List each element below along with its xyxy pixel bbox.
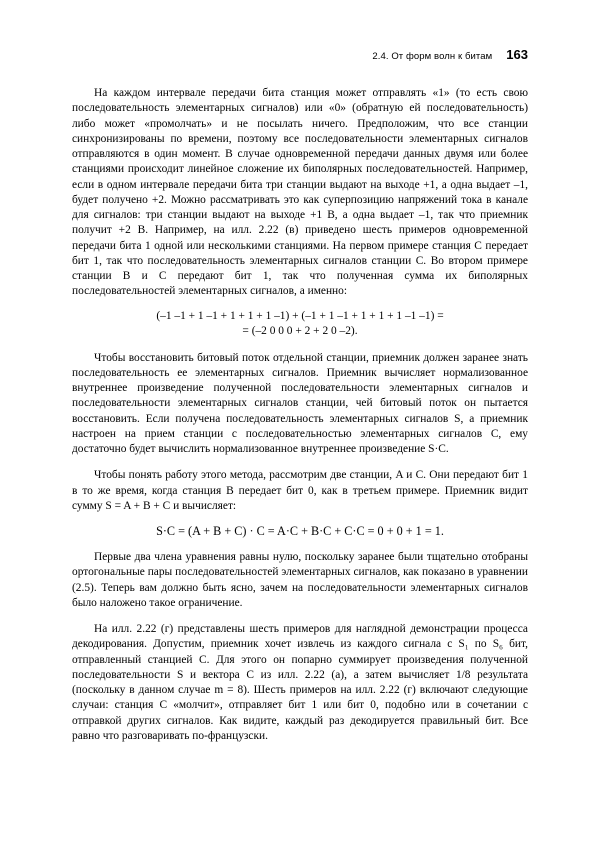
header-section-title: 2.4. От форм волн к битам [372,51,493,62]
page-body [72,86,528,744]
paragraph-2: Чтобы восстановить битовый поток отдельной станции, приемник должен заранее знать последовательность ее элементарных сигналов. Приемник вычисляет нормализованное внутреннее произведение полученной последовательности элементарных сигналов и последовательности элементарных сигналов станции, чей битовый поток он пытается восстановить. Если получена последовательность элементарных сигналов S, а приемник настроен на прием станции с последовательностью элементарных сигналов C, ему достаточно будет вычислить нормализованное внутреннее произведение S·C. [72,351,528,455]
paragraph-4: Первые два члена уравнения равны нулю, поскольку заранее были тщательно отобраны ортогональные пары последовательностей элементарных сигналов, как показано в уравнении (2.5). Теперь вам должно быть ясно, зачем на последовательности элементарных сигналов было наложено такое ограничение. [72,551,528,609]
header-page-number: 163 [506,47,528,62]
paragraph-5: На илл. 2.22 (г) представлены шесть примеров для наглядной демонстрации процесса декодирования. Допустим, приемник хочет извлечь из каждого сигнала с S₁ по S₆ бит, отправленный станцией C. Для этого он попарно суммирует произведения полученной последовательности S и вектора C из илл. 2.22 (а), а затем вычисляет 1/8 результата (поскольку в данном случае m = 8). Шесть примеров на илл. 2.22 (г) включают следующие случаи: станция C «молчит», отправляет бит 1 или бит 0, подобно или в сочетании с отправкой других сигналов. Как видите, каждый раз декодируется правильный бит. Все равно что разговаривать по-французски. [72,623,528,742]
paragraph-3: Чтобы понять работу этого метода, рассмотрим две станции, A и C. Они передают бит 1 в то же время, когда станция B передает бит 0, как в третьем примере. Приемник видит сумму S = A + B + C и вычисляет: [72,469,528,512]
equation-block-1 [72,309,528,340]
equation-2: S·C = (A + B + C) · C = A·C + B·C + C·C = 0 + 0 + 1 = 1. [156,524,444,538]
paragraph-1: На каждом интервале передачи бита станция может отправлять «1» (то есть свою последовательность элементарных сигналов) или «0» (обратную ей последовательность) либо может «промолчать» и не посылать ничего. Предположим, что все станции синхронизированы по времени, поэтому все последовательности элементарных сигналов отправляются в один момент. В случае одновременной передачи данных двумя или более станциями происходит линейное сложение их биполярных последовательностей. Например, если в одном интервале передачи бита три станции выдают на выходе +1, а одна выдает –1, будет получено +2. Можно рассматривать это как суперпозицию напряжений тока в канале для сигналов: три станции выдают на выходе +1 В, а одна выдает –1, так что приемник получит +2 В. Например, на илл. 2.22 (в) приведено шесть примеров одновременной передачи бита 1 одной или несколькими станциями. На первом примере станция C передает бит 1, так что последовательность элементарных сигналов станции C. Во втором примере станции B и C передают бит 1, так что полученная сумма их биполярных последовательностей элементарных сигналов, а именно: [72,87,528,298]
equation-1-line-2: = (–2 0 0 0 + 2 + 2 0 –2). [242,325,358,337]
equation-1-line-1: (–1 –1 + 1 –1 + 1 + 1 + 1 –1) + (–1 + 1 –1 + 1 + 1 + 1 –1 –1) = [156,309,444,322]
equation-block-2 [72,524,528,539]
page-header [72,47,528,62]
